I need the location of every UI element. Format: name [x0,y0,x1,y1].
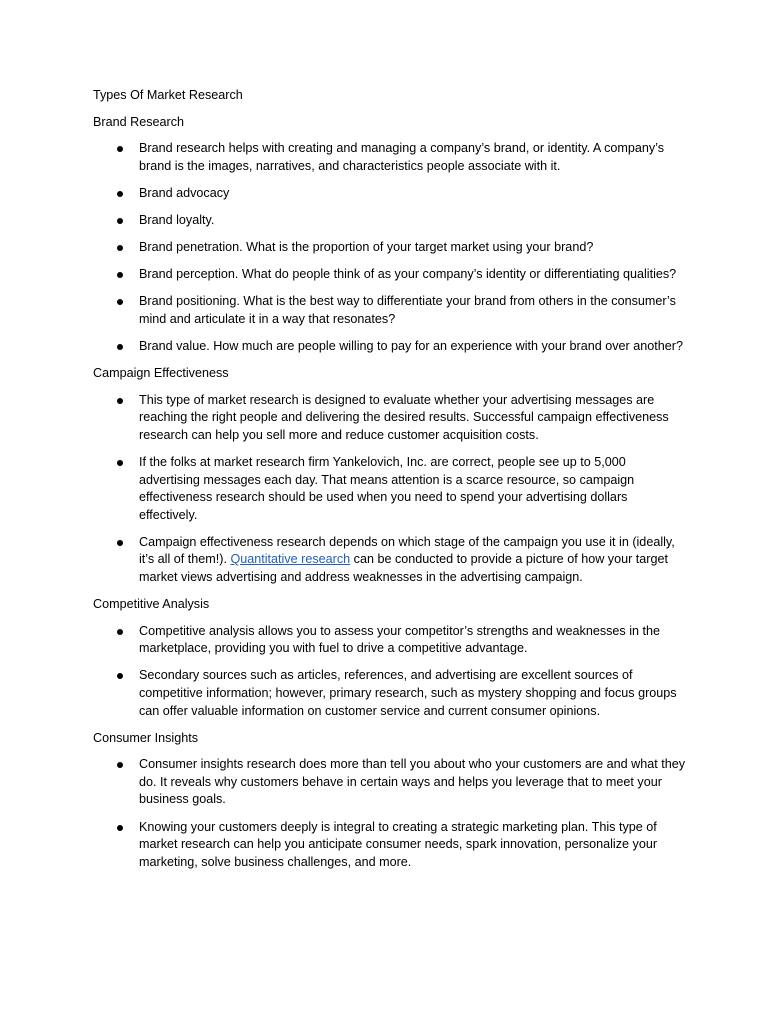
list-item: Brand perception. What do people think of as your company’s identity or differentiating qualities? [93,266,688,284]
list-item: Consumer insights research does more than tell you about who your customers are and what they do. It reveals why customers behave in certain ways and helps you leverage that to meet your business goals. [93,756,688,809]
list-item: Knowing your customers deeply is integral to creating a strategic marketing plan. This type of market research can help you anticipate consumer needs, spark innovation, personalize your marketing, solve business challenges, and more. [93,819,688,872]
list-item: Brand research helps with creating and managing a company’s brand, or identity. A company’s brand is the images, narratives, and characteristics people associate with it. [93,140,688,175]
section-heading: Brand Research [93,114,185,129]
list-item-text: can be conducted to provide a picture of how your target market views advertising and address weaknesses in the advertising campaign. [139,552,668,584]
list-item-text: Campaign effectiveness research depends on which stage of the campaign you use it in (ideally, it’s all of them!). [139,534,675,567]
list-item: Brand loyalty. [93,212,688,230]
document-title: Types Of Market Research [93,88,243,102]
section-heading: Competitive Analysis [93,597,210,612]
quantitative-research-link[interactable]: Quantitative research [230,552,351,567]
section-brand-research [93,114,688,356]
bullet-list [93,392,688,587]
list-item: Secondary sources such as articles, references, and advertising are excellent sources of competitive information; however, primary research, such as mystery shopping and focus groups can offer valuable information on customer service and current consumer opinions. [93,667,688,720]
list-item: Brand penetration. What is the proportion of your target market using your brand? [93,239,688,257]
bullet-list [93,140,688,355]
list-item: This type of market research is designed to evaluate whether your advertising messages are reaching the right people and delivering the desired results. Successful campaign effectiveness research can help you sell more and reduce customer acquisition costs. [93,392,688,445]
list-item [93,534,688,587]
section-consumer-insights [93,730,688,872]
list-item: Brand value. How much are people willing to pay for an experience with your brand over another? [93,338,688,356]
list-item: Brand advocacy [93,185,688,203]
list-item: Brand positioning. What is the best way to differentiate your brand from others in the consumer’s mind and articulate it in a way that resonates? [93,293,688,328]
bullet-list [93,756,688,871]
section-campaign-effectiveness [93,365,688,587]
list-item: Competitive analysis allows you to assess your competitor’s strengths and weaknesses in the marketplace, providing you with fuel to drive a competitive advantage. [93,623,688,658]
section-heading: Campaign Effectiveness [93,366,229,381]
section-heading: Consumer Insights [93,730,198,745]
bullet-list [93,623,688,720]
list-item: If the folks at market research firm Yankelovich, Inc. are correct, people see up to 5,000 advertising messages each day. That means attention is a scarce resource, so campaign effectiveness research should be used when you need to spend your advertising dollars effectively. [93,454,688,524]
section-competitive-analysis [93,596,688,720]
